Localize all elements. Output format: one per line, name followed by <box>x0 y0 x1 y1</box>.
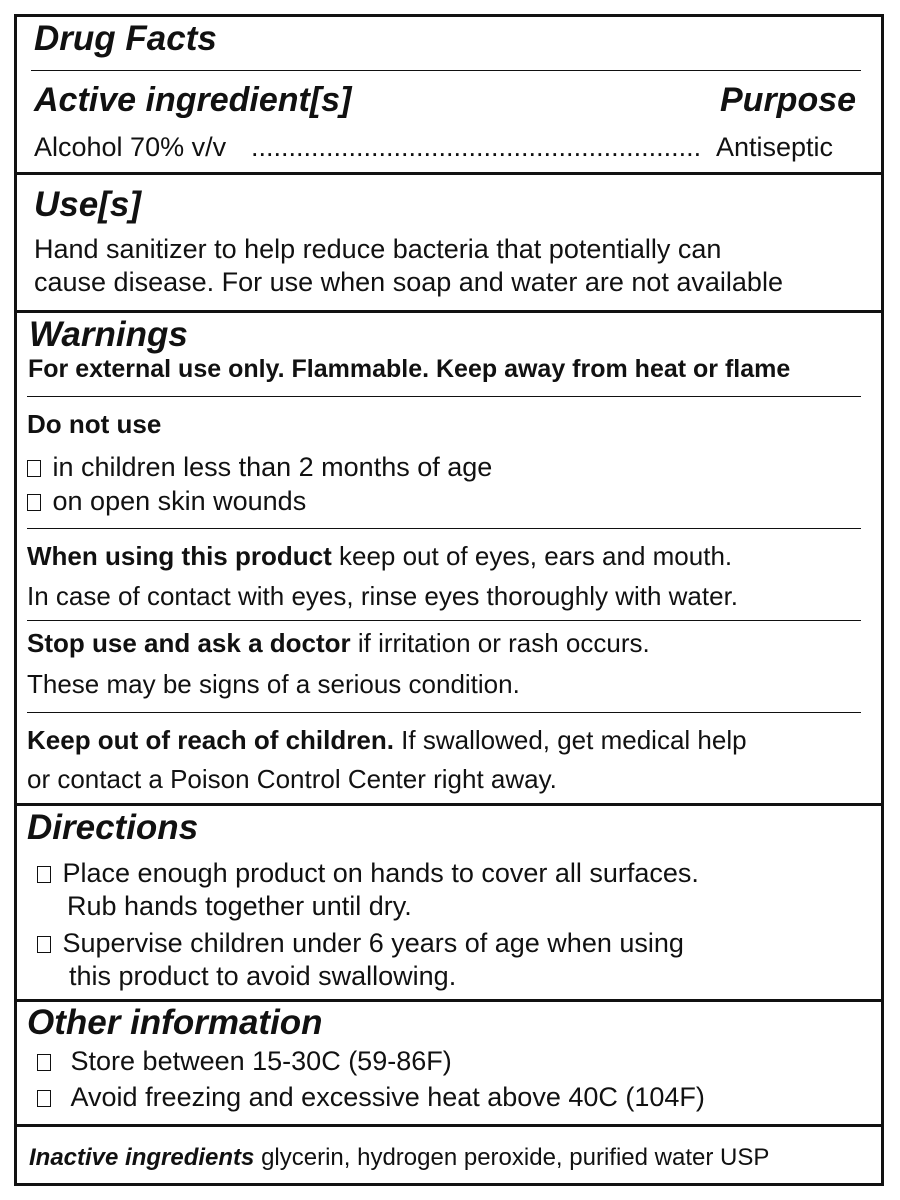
keep-out-line-2: or contact a Poison Control Center right away. <box>27 764 557 794</box>
stop-use-label: Stop use and ask a doctor <box>27 628 351 658</box>
uses-heading: Use[s] <box>34 185 141 224</box>
active-ingredient-value: Alcohol 70% v/v <box>34 132 227 162</box>
drug-facts-title: Drug Facts <box>34 19 217 58</box>
other-information-section <box>17 999 881 1126</box>
directions-item-1-text: Place enough product on hands to cover all surfaces. <box>62 858 699 888</box>
bullet-box-icon <box>27 460 41 477</box>
bullet-box-icon <box>27 494 41 511</box>
other-information-heading: Other information <box>27 1003 323 1042</box>
stop-use-line-2: These may be signs of a serious condition. <box>27 669 520 699</box>
keep-out-label: Keep out of reach of children. <box>27 725 394 755</box>
directions-section <box>17 803 881 1001</box>
drug-facts-panel <box>14 14 884 1186</box>
directions-item-2-text: Supervise children under 6 years of age when using <box>62 928 684 958</box>
inactive-ingredients-line <box>29 1144 769 1172</box>
warnings-section <box>17 310 881 805</box>
keep-out-line-1 <box>27 725 747 756</box>
title-divider <box>31 70 861 71</box>
other-info-item <box>37 1046 452 1077</box>
inactive-ingredients-section <box>17 1124 881 1186</box>
warnings-divider-2 <box>27 528 861 529</box>
when-using-label: When using this product <box>27 541 332 571</box>
stop-use-line-1 <box>27 628 650 659</box>
warnings-heading: Warnings <box>29 315 188 354</box>
uses-section <box>17 172 881 312</box>
other-info-item-text: Avoid freezing and excessive heat above 40C (104F) <box>70 1082 705 1112</box>
when-using-line-1 <box>27 541 732 572</box>
warnings-divider-3 <box>27 620 861 621</box>
bullet-box-icon <box>37 1090 51 1107</box>
do-not-use-item-text: in children less than 2 months of age <box>52 452 493 482</box>
warnings-subheading: For external use only. Flammable. Keep away from heat or flame <box>28 355 791 383</box>
do-not-use-item <box>27 486 306 517</box>
directions-item-1-cont: Rub hands together until dry. <box>67 891 412 921</box>
directions-item-2 <box>37 928 684 959</box>
active-ingredients-heading: Active ingredient[s] <box>34 81 352 119</box>
when-using-line-2: In case of contact with eyes, rinse eyes thoroughly with water. <box>27 581 739 611</box>
purpose-value: Antiseptic <box>716 132 834 162</box>
warnings-divider-4 <box>27 712 861 713</box>
purpose-heading: Purpose <box>720 81 857 119</box>
keep-out-text: If swallowed, get medical help <box>393 725 747 755</box>
inactive-ingredients-text: glycerin, hydrogen peroxide, purified water USP <box>254 1144 770 1171</box>
do-not-use-item <box>27 452 492 483</box>
uses-line-2: cause disease. For use when soap and water are not available <box>34 267 783 297</box>
directions-item-1 <box>37 858 699 889</box>
directions-item-2-cont: this product to avoid swallowing. <box>69 961 457 991</box>
bullet-box-icon <box>37 1054 51 1071</box>
warnings-divider-1 <box>27 396 861 397</box>
when-using-text: keep out of eyes, ears and mouth. <box>331 541 733 571</box>
do-not-use-heading: Do not use <box>27 409 162 439</box>
bullet-box-icon <box>37 936 51 953</box>
other-info-item <box>37 1082 705 1113</box>
uses-line-1: Hand sanitizer to help reduce bacteria that potentially can <box>34 234 722 264</box>
leader-dots: ............................................................ <box>251 132 702 162</box>
other-info-item-text: Store between 15-30C (59-86F) <box>70 1046 452 1076</box>
do-not-use-item-text: on open skin wounds <box>52 486 307 516</box>
stop-use-text: if irritation or rash occurs. <box>350 628 650 658</box>
inactive-ingredients-heading: Inactive ingredients <box>29 1144 255 1171</box>
directions-heading: Directions <box>27 808 199 847</box>
bullet-box-icon <box>37 866 51 883</box>
